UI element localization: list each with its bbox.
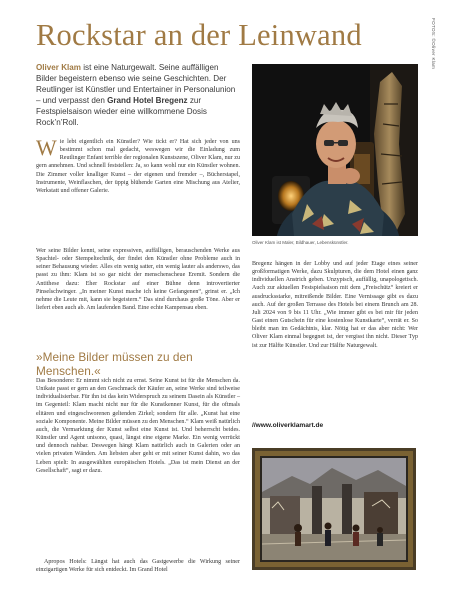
body-paragraph-4: Apropos Hotels: Längst hat auch das Gastgewerbe die Wirkung seiner einzigartigen Werke für sich entdeckt. Im Grand Hotel — [36, 559, 240, 574]
painting-illustration — [252, 448, 416, 570]
artist-portrait-illustration — [252, 64, 418, 236]
artist-portrait-photo — [252, 64, 418, 236]
photo-caption: Oliver Klam ist Maler, Bildhauer, Lebenskünstler. — [252, 240, 349, 245]
intro-paragraph — [36, 135, 240, 195]
lead-hotel: Grand Hotel Bregenz — [107, 96, 188, 105]
lead-text-1: ist eine Naturgewalt. Seine auffälligen Bilder begeistern ebenso wie seine Geschichten. Der Reutlinger ist Künstler und Entertainer in Personalunion – und verpasst den — [36, 63, 236, 105]
website-link[interactable]: //www.oliverklamart.de — [252, 422, 324, 429]
intro-text: ie lebt eigentlich ein Künstler? Wie tickt er? Hat sich jeder von uns bestimmt schon mal gedacht, weswegen wir die Einladung zum Reutlinger Enfant terrible der regionalen Kunstszene, Oliver Klam, nur zu gern annehmen. Und schnell feststellen: Ja, so kann wohl nur ein Künstler wohnen. Die Zimmer voller knalliger Kunst – der eigenen und fremder –, Bücherstapel, Instrumente, Weinflaschen, der üppig blühende Garten eine Mischung aus Atelier, Werkstatt und offener Galerie. — [36, 139, 240, 194]
article-title: Rockstar an der Leinwand — [36, 18, 362, 52]
body-paragraph-3: Das Besondere: Er nimmt sich nicht zu ernst. Seine Kunst ist für die Menschen da. Unikate passt er gern an den Geschmack der Käufer an, seine Werke sind teilweise individualisierbar. Für ihn ist das kein Widerspruch zu seinem Dasein als Künstler – im Gegenteil: Klam macht nicht nur für die Kunstkenner Kunst, für die oftmals elitären und eingeschworenen geltenden Zirkel; sondern für alle. „Kunst hat eine soziale Komponente. Meine Bilder müssen zu den Menschen.“ Klam weiß natürlich auch, die Vermarktung der Kunst selbst eine Kunst ist. Und beherrscht beides. Künstler und Agent unisono, quasi, längst eine eigene Marke. Ein wenig verrückt und dennoch nahbar. Deswegen hängt Klam natürlich auch in Galerien oder an vielen privaten Wänden. Am liebsten aber geht er mit seiner Kunst dahin, wo das Leben spielt: In ausgewählten europäischen Hotels. „Das ist mein Dienst an der Gesellschaft“, sagt er dazu. — [36, 378, 240, 474]
lead-text-2: zur Festspielsaison wieder eine willkommene Dosis Rock’n’Roll. — [36, 96, 207, 127]
drop-cap: W — [36, 135, 57, 160]
body-paragraph-2: Wer seine Bilder kennt, seine expressiven, auffälligen, berauschenden Werke aus Spachtel- oder Stempeltechnik, der findet den Künstler ohne Probleme auch in seiner Behausung wieder. Alles ein wenig satter, ein wenig lauter als anderswo, das passt zu ihm: Klam ist so gar nicht der menschenscheue Eremit. Sondern die Antithese dazu: Eher Rockstar auf einer Bühne denn introvertierter Pinselschwinger. „In meiner Kunst mache ich keine Gefangenen“, grinst er. „Ich nehme die Leute mit, kann sie begeistern.“ Das sind durchaus große Töne. Aber er liefert eben auch ab. Am laufenden Band. Eine echte Kampensau eben. — [36, 248, 240, 312]
lead-paragraph — [36, 62, 238, 128]
photo-credit: FOTOS: ©Oliver Klam — [431, 18, 436, 70]
pull-quote: »Meine Bilder müssen zu den Menschen.« — [36, 350, 193, 378]
framed-painting-photo — [252, 448, 416, 570]
lead-name: Oliver Klam — [36, 63, 81, 72]
body-paragraph-5: Bregenz hängen in der Lobby und auf jeder Etage eines seiner großformatigen Werke, dazu Skulpturen, die dem Hotel einen ganz individuellen Anstrich geben. Unzypisch, auffällig, unapologetisch. Auch zur aktuellen Festspielsaison mit dem „Freischütz“ kreiert er ausdrucksstarke, mitreißende Bilder. Eine Vernissage gibt es dazu auch. Auf der großen Terrasse des Hotels bei einem Brunch am 28. Juli 2024 von 9 bis 11 Uhr. „Wie immer gibt es bei mir für jeden Gast einen Gutschein für eine kostenlose Kunstkarte“, verrät er. So bleibt man im Gedächtnis, klar. Nötig hat er das aber nicht: Wer Oliver Klam einmal begegnet ist, der vergisst ihn nicht. Dieser Typ ist zur Hälfte Künstler. Und zur Hälfte Naturgewalt. — [252, 261, 418, 349]
